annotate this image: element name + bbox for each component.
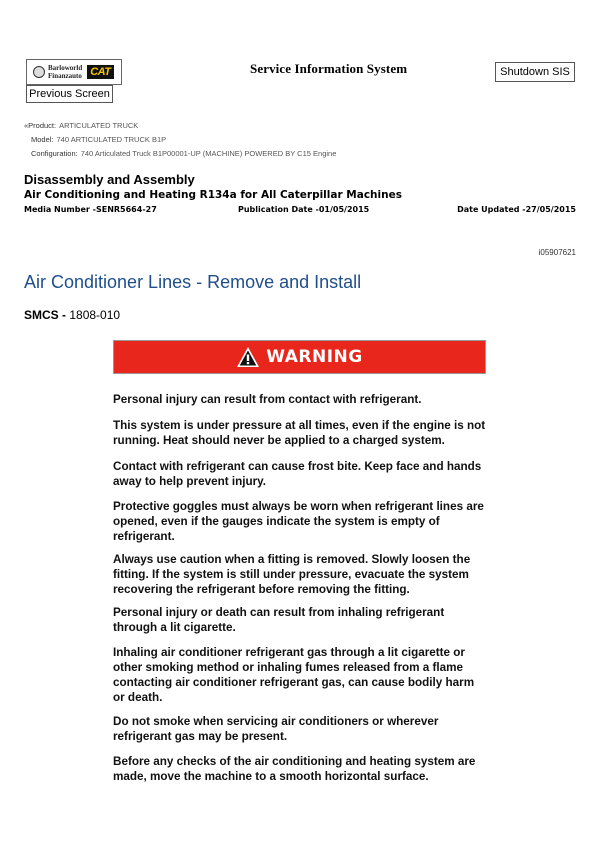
shutdown-button[interactable]: Shutdown SIS — [495, 62, 575, 82]
back-arrow-icon[interactable]: « — [24, 121, 29, 130]
product-value: ARTICULATED TRUCK — [59, 121, 139, 130]
system-title: Service Information System — [250, 61, 408, 76]
model-value: 740 ARTICULATED TRUCK B1P — [56, 135, 167, 144]
config-label: Configuration: — [31, 149, 78, 158]
smcs-label: SMCS - — [24, 308, 70, 322]
warning-label: WARNING — [266, 347, 363, 367]
smcs-value: 1808-010 — [69, 308, 121, 322]
document-subheading: Air Conditioning and Heating R134a for All Caterpillar Machines — [24, 189, 402, 201]
product-label: Product: — [28, 121, 57, 130]
warning-paragraph: Personal injury or death can result from inhaling refrigerant through a lit cigarette. — [113, 606, 445, 634]
meta-configuration — [31, 149, 336, 158]
warning-paragraph: Protective goggles must always be worn when refrigerant lines are opened, even if the gauges indicate the system is empty of refrigerant. — [113, 500, 484, 543]
logo-line1: Barloworld — [48, 64, 83, 72]
document-heading: Disassembly and Assembly — [24, 172, 195, 187]
config-value: 740 Articulated Truck B1P00001-UP (MACHINE) POWERED BY C15 Engine — [80, 149, 337, 158]
dealer-logo — [26, 59, 122, 85]
logo-line2: Finanzauto — [48, 72, 82, 80]
date-updated: Date Updated -27/05/2015 — [457, 205, 576, 214]
cat-logo: CAT — [87, 65, 113, 79]
warning-paragraph: This system is under pressure at all times, even if the engine is not running. Heat should never be applied to a charged system. — [113, 419, 486, 447]
media-number: Media Number -SENR5664-27 — [24, 205, 157, 214]
warning-paragraph: Inhaling air conditioner refrigerant gas through a lit cigarette or other smoking method or inhaling fumes released from a flame contacting air conditioner refrigerant gas, can cause bodily harm or death. — [113, 646, 475, 704]
warning-paragraph: Do not smoke when servicing air conditioners or wherever refrigerant gas may be present. — [113, 715, 439, 743]
warning-paragraph: Before any checks of the air conditioning and heating system are made, move the machine to a smooth horizontal surface. — [113, 755, 476, 783]
warning-paragraph: Always use caution when a fitting is removed. Slowly loosen the fitting. If the system is still under pressure, evacuate the system recovering the refrigerant before removing the fitting. — [113, 553, 471, 596]
page-title: Air Conditioner Lines - Remove and Install — [24, 272, 362, 292]
model-label: Model: — [31, 135, 54, 144]
meta-product — [24, 121, 138, 130]
document-id: i05907621 — [538, 248, 576, 257]
previous-screen-button[interactable]: Previous Screen — [26, 85, 113, 103]
warning-paragraph: Contact with refrigerant can cause frost bite. Keep face and hands away to help prevent injury. — [113, 460, 482, 488]
warning-paragraph: Personal injury can result from contact with refrigerant. — [113, 393, 422, 406]
meta-model — [31, 135, 166, 144]
warning-triangle-icon — [236, 346, 260, 368]
globe-icon — [33, 66, 45, 78]
smcs-code — [24, 308, 120, 322]
warning-banner — [113, 340, 486, 374]
publication-date: Publication Date -01/05/2015 — [238, 205, 370, 214]
